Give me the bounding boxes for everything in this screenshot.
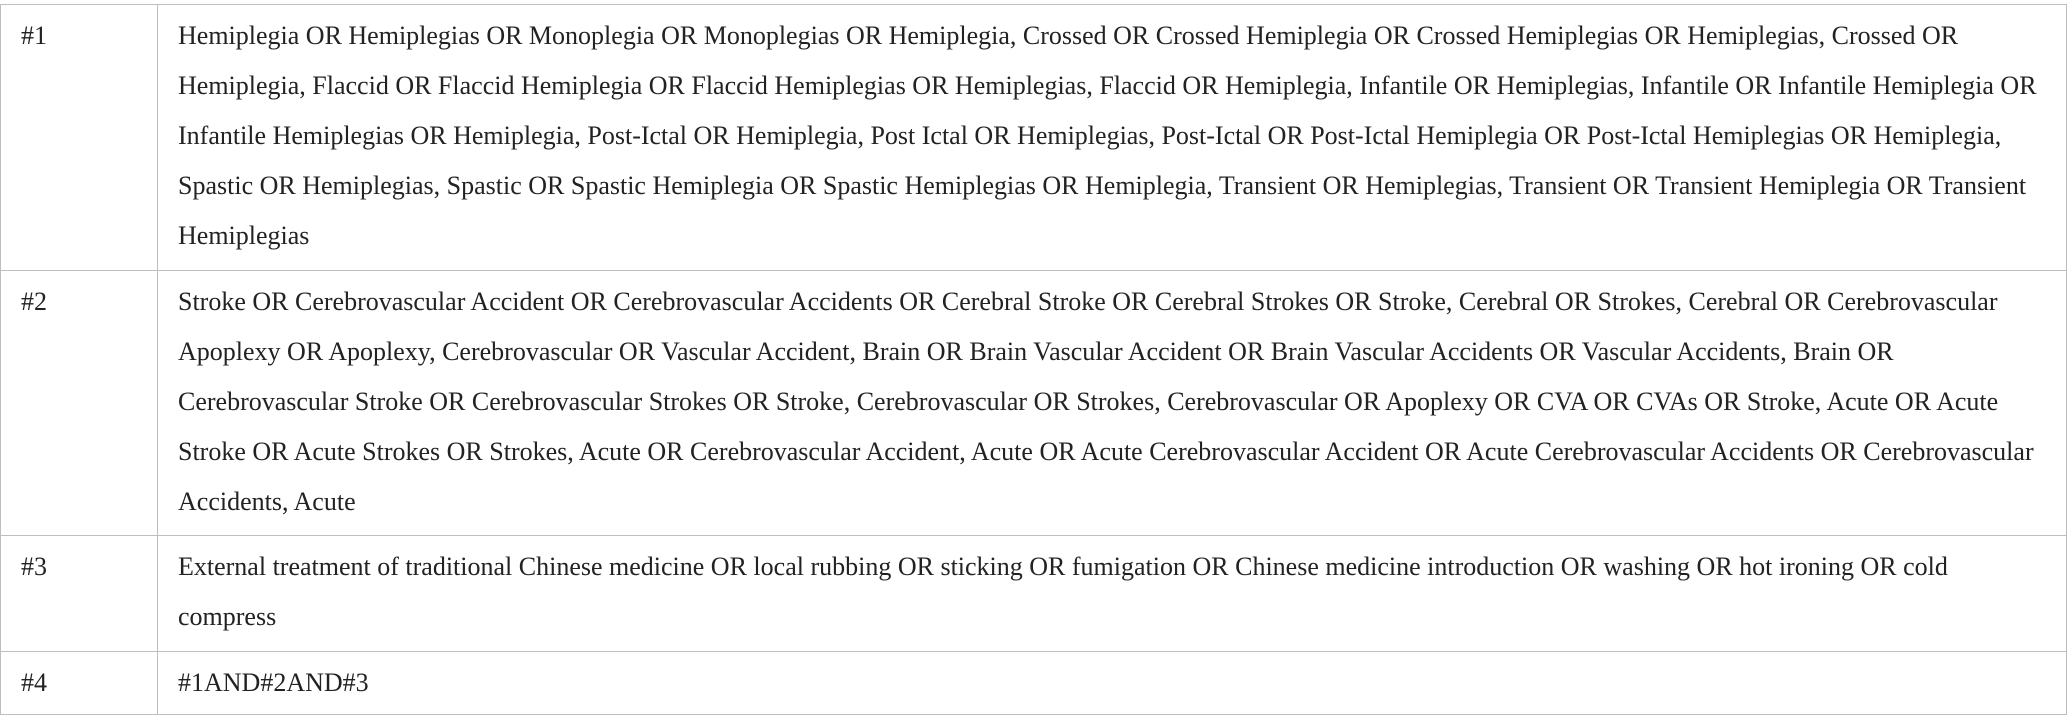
search-id-cell: #4: [1, 652, 158, 715]
search-query-cell: #1AND#2AND#3: [158, 652, 2067, 715]
search-strategy-table: [0, 4, 2067, 715]
search-id-cell: #1: [1, 5, 158, 271]
search-query-cell: Stroke OR Cerebrovascular Accident OR Cerebrovascular Accidents OR Cerebral Stroke OR Cerebral Strokes OR Stroke, Cerebral OR Strokes, Cerebral OR Cerebrovascular Apoplexy OR Apoplexy, Cerebrovascular OR Vascular Accident, Brain OR Brain Vascular Accident OR Brain Vascular Accidents OR Vascular Accidents, Brain OR Cerebrovascular Stroke OR Cerebrovascular Strokes OR Stroke, Cerebrovascular OR Strokes, Cerebrovascular OR Apoplexy OR CVA OR CVAs OR Stroke, Acute OR Acute Stroke OR Acute Strokes OR Strokes, Acute OR Cerebrovascular Accident, Acute OR Acute Cerebrovascular Accident OR Acute Cerebrovascular Accidents OR Cerebrovascular Accidents, Acute: [158, 271, 2067, 536]
search-query-cell: Hemiplegia OR Hemiplegias OR Monoplegia OR Monoplegias OR Hemiplegia, Crossed OR Crossed Hemiplegia OR Crossed Hemiplegias OR Hemiplegias, Crossed OR Hemiplegia, Flaccid OR Flaccid Hemiplegia OR Flaccid Hemiplegias OR Hemiplegias, Flaccid OR Hemiplegia, Infantile OR Hemiplegias, Infantile OR Infantile Hemiplegia OR Infantile Hemiplegias OR Hemiplegia, Post-Ictal OR Hemiplegia, Post Ictal OR Hemiplegias, Post-Ictal OR Post-Ictal Hemiplegia OR Post-Ictal Hemiplegias OR Hemiplegia, Spastic OR Hemiplegias, Spastic OR Spastic Hemiplegia OR Spastic Hemiplegias OR Hemiplegia, Transient OR Hemiplegias, Transient OR Transient Hemiplegia OR Transient Hemiplegias: [158, 5, 2067, 271]
table-row: [1, 271, 2067, 536]
search-id-cell: #3: [1, 536, 158, 652]
table-row: [1, 536, 2067, 652]
table-row: [1, 652, 2067, 715]
table-row: [1, 5, 2067, 271]
search-id-cell: #2: [1, 271, 158, 536]
search-query-cell: External treatment of traditional Chinese medicine OR local rubbing OR sticking OR fumigation OR Chinese medicine introduction OR washing OR hot ironing OR cold compress: [158, 536, 2067, 652]
